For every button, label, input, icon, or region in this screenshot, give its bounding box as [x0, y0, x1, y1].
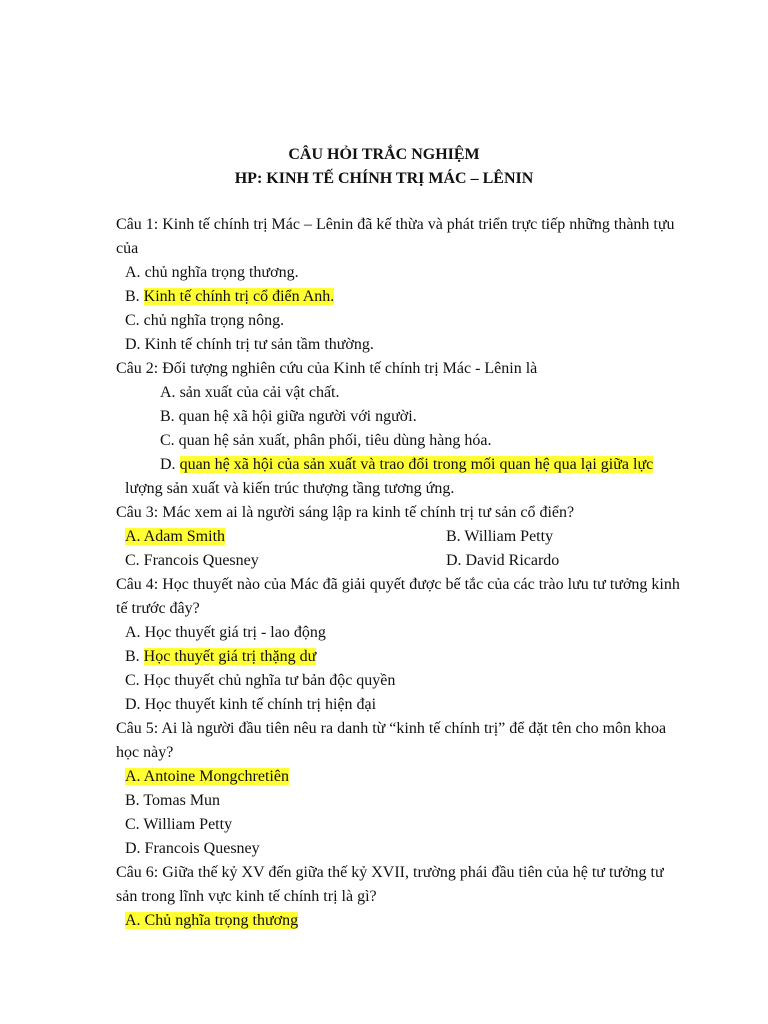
- question-1-text: Câu 1: Kinh tế chính trị Mác – Lênin đã kế thừa và phát triển trực tiếp những thành tựu: [116, 216, 675, 233]
- question-5-option-b: B. Tomas Mun: [125, 792, 221, 809]
- question-4-option-a: A. Học thuyết giá trị - lao động: [125, 624, 326, 641]
- question-5-text-cont: học này?: [116, 744, 174, 761]
- question-5-text: Câu 5: Ai là người đầu tiên nêu ra danh từ “kinh tế chính trị” để đặt tên cho môn khoa: [116, 720, 667, 737]
- question-4-text-cont: tế trước đây?: [116, 600, 200, 617]
- question-3-option-c: C. Francois Quesney: [125, 552, 259, 569]
- question-4-option-d: D. Học thuyết kinh tế chính trị hiện đại: [125, 696, 377, 713]
- question-6-text: Câu 6: Giữa thế kỷ XV đến giữa thế kỷ XVII, trường phái đầu tiên của hệ tư tưởng tư: [116, 864, 664, 881]
- question-1-option-b: B. Kinh tế chính trị cổ điển Anh.: [125, 288, 335, 305]
- document-subtitle: HP: KINH TẾ CHÍNH TRỊ MÁC – LÊNIN: [234, 170, 534, 187]
- question-2-option-b: B. quan hệ xã hội giữa người với người.: [160, 408, 417, 425]
- answer-highlight: A. Antoine Mongchretiên: [125, 768, 289, 785]
- question-4-option-c: C. Học thuyết chủ nghĩa tư bản độc quyền: [125, 672, 396, 689]
- question-1-text-cont: của: [116, 240, 139, 257]
- question-6-option-a: [125, 910, 298, 932]
- question-3-text: Câu 3: Mác xem ai là người sáng lập ra kinh tế chính trị tư sản cổ điển?: [116, 504, 575, 521]
- question-1-option-a: A. chủ nghĩa trọng thương.: [125, 264, 299, 281]
- question-4-option-b: B. Học thuyết giá trị thặng dư: [125, 648, 317, 665]
- answer-highlight: Kinh tế chính trị cổ điển Anh.: [143, 288, 335, 305]
- question-2-option-d: D. quan hệ xã hội của sản xuất và trao đổi trong mối quan hệ qua lại giữa lực: [160, 456, 654, 473]
- question-1-option-d: D. Kinh tế chính trị tư sản tầm thường.: [125, 336, 374, 353]
- question-5-option-c: C. William Petty: [125, 816, 233, 833]
- answer-highlight: A. Chủ nghĩa trọng thương: [125, 912, 299, 929]
- document-title: CÂU HỎI TRẮC NGHIỆM: [288, 146, 480, 163]
- question-3-option-d: D. David Ricardo: [446, 552, 560, 569]
- question-1-option-c: C. chủ nghĩa trọng nông.: [125, 312, 285, 329]
- question-2-text: Câu 2: Đối tượng nghiên cứu của Kinh tế chính trị Mác - Lênin là: [116, 360, 538, 377]
- question-4-text: Câu 4: Học thuyết nào của Mác đã giải quyết được bế tắc của các trào lưu tư tưởng kinh: [116, 576, 680, 593]
- question-3-option-b: B. William Petty: [446, 528, 554, 545]
- question-2-option-c: C. quan hệ sản xuất, phân phối, tiêu dùng hàng hóa.: [160, 432, 492, 449]
- question-2-option-a: A. sản xuất của cải vật chất.: [160, 384, 340, 401]
- question-3-option-a: [125, 526, 225, 548]
- answer-highlight: Học thuyết giá trị thặng dư: [143, 648, 317, 665]
- question-5-option-a: [125, 766, 289, 788]
- question-6-text-cont: sản trong lĩnh vực kinh tế chính trị là gì?: [116, 888, 377, 905]
- question-5-option-d: D. Francois Quesney: [125, 840, 260, 857]
- question-2-option-d-cont: lượng sản xuất và kiến trúc thượng tầng tương ứng.: [125, 480, 455, 497]
- answer-highlight: quan hệ xã hội của sản xuất và trao đổi trong mối quan hệ qua lại giữa lực: [179, 456, 654, 473]
- answer-highlight: A. Adam Smith: [125, 528, 226, 545]
